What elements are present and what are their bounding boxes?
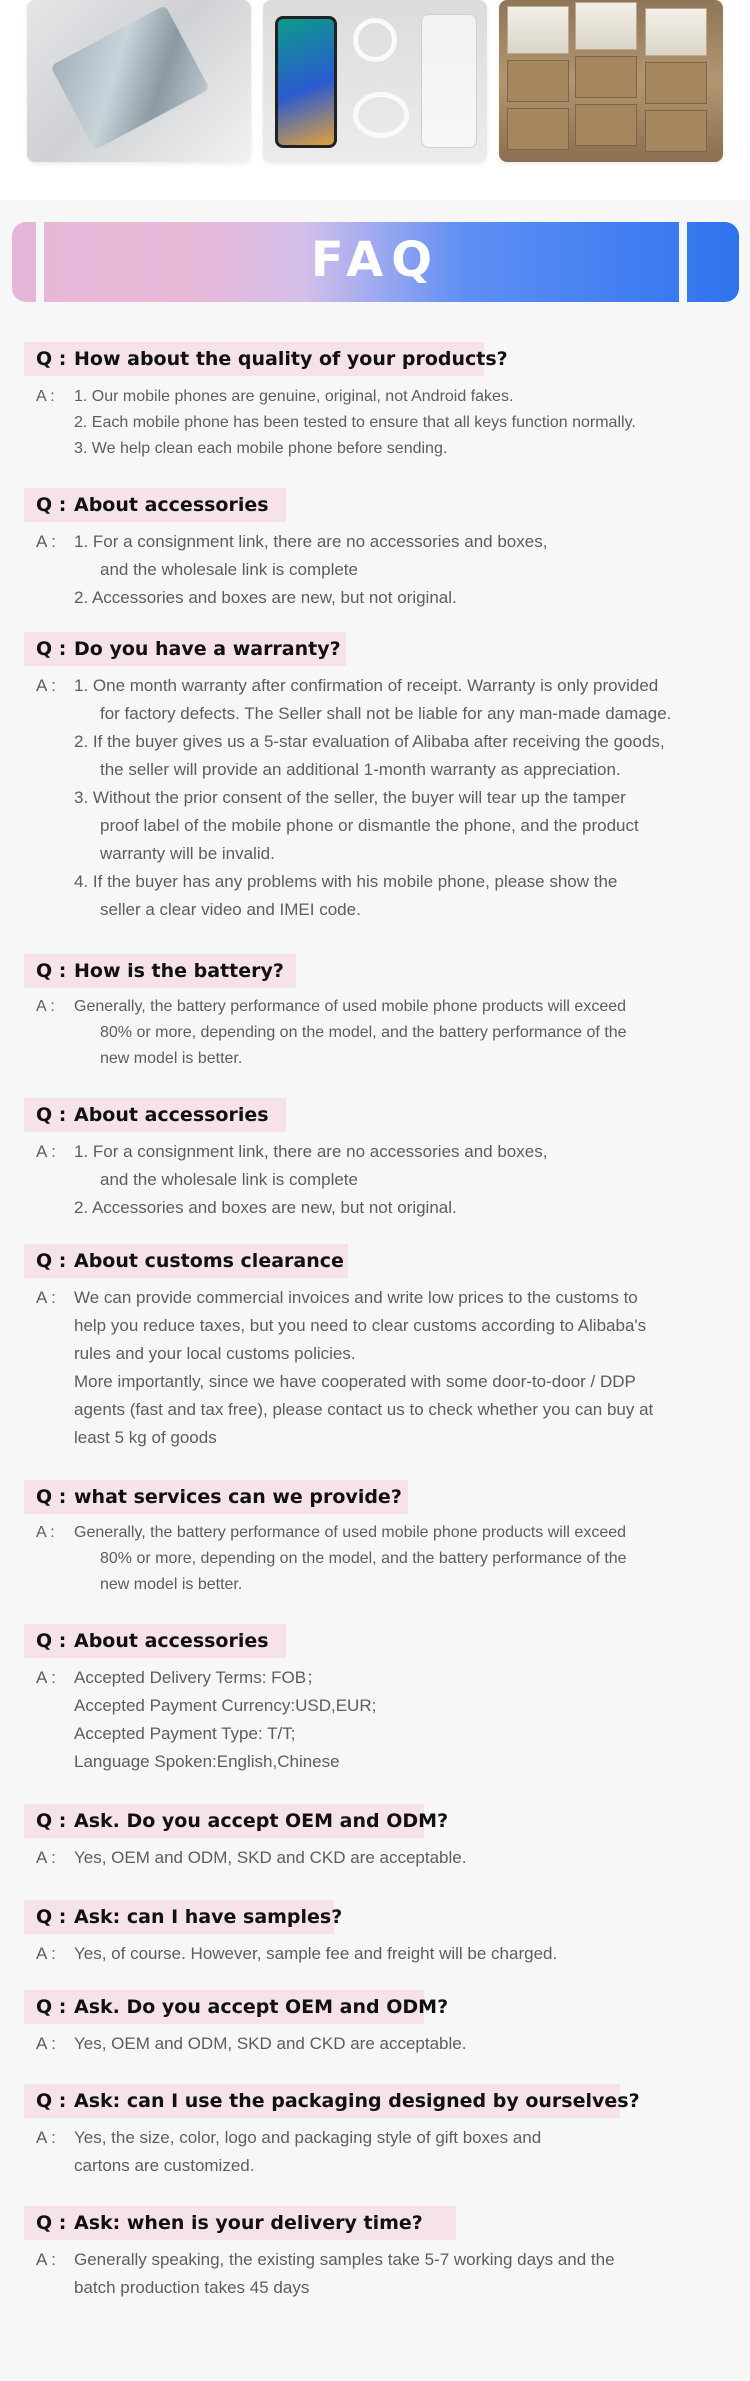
faq-question	[24, 488, 286, 522]
answer-line: 3. Without the prior consent of the seller, the buyer will tear up the tamper	[74, 788, 626, 807]
answer-prefix: A :	[36, 998, 55, 1015]
answer-line: Accepted Delivery Terms: FOB；	[74, 1668, 324, 1687]
question-text: About accessories	[74, 1630, 269, 1652]
question-text: About customs clearance	[74, 1250, 344, 1272]
question-prefix: Q :	[36, 494, 67, 516]
answer-line: Generally, the battery performance of used mobile phone products will exceed	[74, 1524, 627, 1541]
faq-question	[24, 1244, 348, 1278]
answer-line: 80% or more, depending on the model, and the battery performance of the	[100, 1550, 627, 1567]
answer-line: Language Spoken:English,Chinese	[74, 1752, 340, 1771]
photo-phone-accessories	[263, 0, 487, 162]
answer-line: 2. If the buyer gives us a 5-star evaluation of Alibaba after receiving the goods,	[74, 732, 665, 751]
question-text: Ask. Do you accept OEM and ODM?	[74, 1810, 449, 1832]
question-prefix: Q :	[36, 348, 67, 370]
answer-line: new model is better.	[100, 1576, 243, 1593]
cable-image	[353, 18, 397, 62]
answer-line: 1. One month warranty after confirmation of receipt. Warranty is only provided	[74, 676, 659, 695]
answer-line: Yes, OEM and ODM, SKD and CKD are acceptable.	[74, 1848, 467, 1867]
question-prefix: Q :	[36, 1996, 67, 2018]
question-prefix: Q :	[36, 1810, 67, 1832]
answer-prefix: A :	[36, 1668, 56, 1687]
answer-line: seller a clear video and IMEI code.	[100, 900, 361, 919]
question-text: what services can we provide?	[74, 1486, 402, 1508]
faq-question	[24, 1624, 286, 1658]
question-prefix: Q :	[36, 1630, 67, 1652]
answer-line: 1. For a consignment link, there are no accessories and boxes,	[74, 532, 548, 551]
faq-question	[24, 2084, 640, 2118]
answer-line: More importantly, since we have cooperated with some door-to-door / DDP	[74, 1372, 636, 1391]
answer-prefix: A :	[36, 388, 55, 405]
answer-line: help you reduce taxes, but you need to clear customs according to Alibaba's	[74, 1316, 647, 1335]
phone-box	[645, 8, 707, 56]
cardboard-box	[575, 56, 637, 98]
cardboard-box	[507, 108, 569, 150]
answer-prefix: A :	[36, 2128, 56, 2147]
answer-prefix: A :	[36, 532, 56, 551]
question-prefix: Q :	[36, 960, 67, 982]
question-prefix: Q :	[36, 2212, 67, 2234]
photo-boxed-phones	[499, 0, 723, 162]
question-text: How about the quality of your products?	[74, 348, 508, 370]
question-prefix: Q :	[36, 1104, 67, 1126]
answer-line: We can provide commercial invoices and write low prices to the customs to	[74, 1288, 638, 1307]
answer-line: 80% or more, depending on the model, and the battery performance of the	[100, 1024, 627, 1041]
answer-line: Accepted Payment Currency:USD,EUR;	[74, 1696, 377, 1715]
question-prefix: Q :	[36, 1250, 67, 1272]
answer-prefix: A :	[36, 1944, 56, 1963]
question-prefix: Q :	[36, 1486, 67, 1508]
question-text: About accessories	[74, 1104, 269, 1126]
answer-line: new model is better.	[100, 1050, 243, 1067]
question-text: How is the battery?	[74, 960, 284, 982]
answer-line: rules and your local customs policies.	[74, 1344, 356, 1363]
phone-box	[575, 2, 637, 50]
faq-section	[0, 200, 750, 2381]
answer-line: Accepted Payment Type: T/T;	[74, 1724, 296, 1743]
answer-prefix: A :	[36, 1848, 56, 1867]
cardboard-box	[645, 62, 707, 104]
answer-line: and the wholesale link is complete	[100, 1170, 358, 1189]
faq-banner	[12, 222, 739, 302]
answer-line: 2. Each mobile phone has been tested to ensure that all keys function normally.	[74, 414, 636, 431]
question-text: Do you have a warranty?	[74, 638, 341, 660]
phone-box	[507, 6, 569, 54]
question-prefix: Q :	[36, 1906, 67, 1928]
phone-case-image	[421, 14, 477, 148]
faq-question	[24, 1804, 449, 1838]
answer-line: 2. Accessories and boxes are new, but not original.	[74, 1198, 457, 1217]
photo-phones-in-bag	[27, 0, 251, 162]
answer-line: Yes, OEM and ODM, SKD and CKD are acceptable.	[74, 2034, 467, 2053]
answer-line: the seller will provide an additional 1-month warranty as appreciation.	[100, 760, 621, 779]
answer-prefix: A :	[36, 1142, 56, 1161]
answer-line: 3. We help clean each mobile phone before sending.	[74, 440, 448, 457]
answer-line: Generally, the battery performance of used mobile phone products will exceed	[74, 998, 627, 1015]
question-prefix: Q :	[36, 638, 67, 660]
question-text: Ask: can I have samples?	[74, 1906, 343, 1928]
answer-line: cartons are customized.	[74, 2156, 255, 2175]
faq-question	[24, 954, 296, 988]
cardboard-box	[575, 104, 637, 146]
answer-line: Yes, of course. However, sample fee and freight will be charged.	[74, 1944, 558, 1963]
product-photos	[0, 0, 750, 200]
faq-question	[24, 1480, 408, 1514]
answer-line: warranty will be invalid.	[100, 844, 275, 863]
answer-line: proof label of the mobile phone or dismantle the phone, and the product	[100, 816, 639, 835]
answer-prefix: A :	[36, 1288, 56, 1307]
phones-bundle-image	[50, 5, 209, 150]
phone-image	[275, 16, 337, 148]
faq-question	[24, 342, 508, 376]
answer-line: Yes, the size, color, logo and packaging style of gift boxes and	[74, 2128, 542, 2147]
answer-line: and the wholesale link is complete	[100, 560, 358, 579]
faq-question	[24, 2206, 456, 2240]
answer-line: batch production takes 45 days	[74, 2278, 310, 2297]
faq-question	[24, 1098, 286, 1132]
question-prefix: Q :	[36, 2090, 67, 2112]
answer-prefix: A :	[36, 2034, 56, 2053]
earphones-image	[353, 92, 409, 138]
answer-line: 1. Our mobile phones are genuine, original, not Android fakes.	[74, 388, 514, 405]
question-text: Ask: when is your delivery time?	[74, 2212, 423, 2234]
faq-question	[24, 632, 346, 666]
question-text: About accessories	[74, 494, 269, 516]
question-text: Ask: can I use the packaging designed by ourselves?	[74, 2090, 640, 2112]
faq-question	[24, 1900, 343, 1934]
answer-line: 2. Accessories and boxes are new, but not original.	[74, 588, 457, 607]
answer-line: least 5 kg of goods	[74, 1428, 217, 1447]
faq-title: FAQ	[310, 232, 441, 288]
answer-prefix: A :	[36, 676, 56, 695]
question-text: Ask. Do you accept OEM and ODM?	[74, 1996, 449, 2018]
answer-line: 4. If the buyer has any problems with his mobile phone, please show the	[74, 872, 618, 891]
answer-prefix: A :	[36, 1524, 55, 1541]
answer-line: 1. For a consignment link, there are no accessories and boxes,	[74, 1142, 548, 1161]
answer-line: Generally speaking, the existing samples take 5-7 working days and the	[74, 2250, 615, 2269]
answer-prefix: A :	[36, 2250, 56, 2269]
answer-line: agents (fast and tax free), please contact us to check whether you can buy at	[74, 1400, 654, 1419]
faq-question	[24, 1990, 449, 2024]
cardboard-box	[645, 110, 707, 152]
cardboard-box	[507, 60, 569, 102]
answer-line: for factory defects. The Seller shall not be liable for any man-made damage.	[100, 704, 672, 723]
